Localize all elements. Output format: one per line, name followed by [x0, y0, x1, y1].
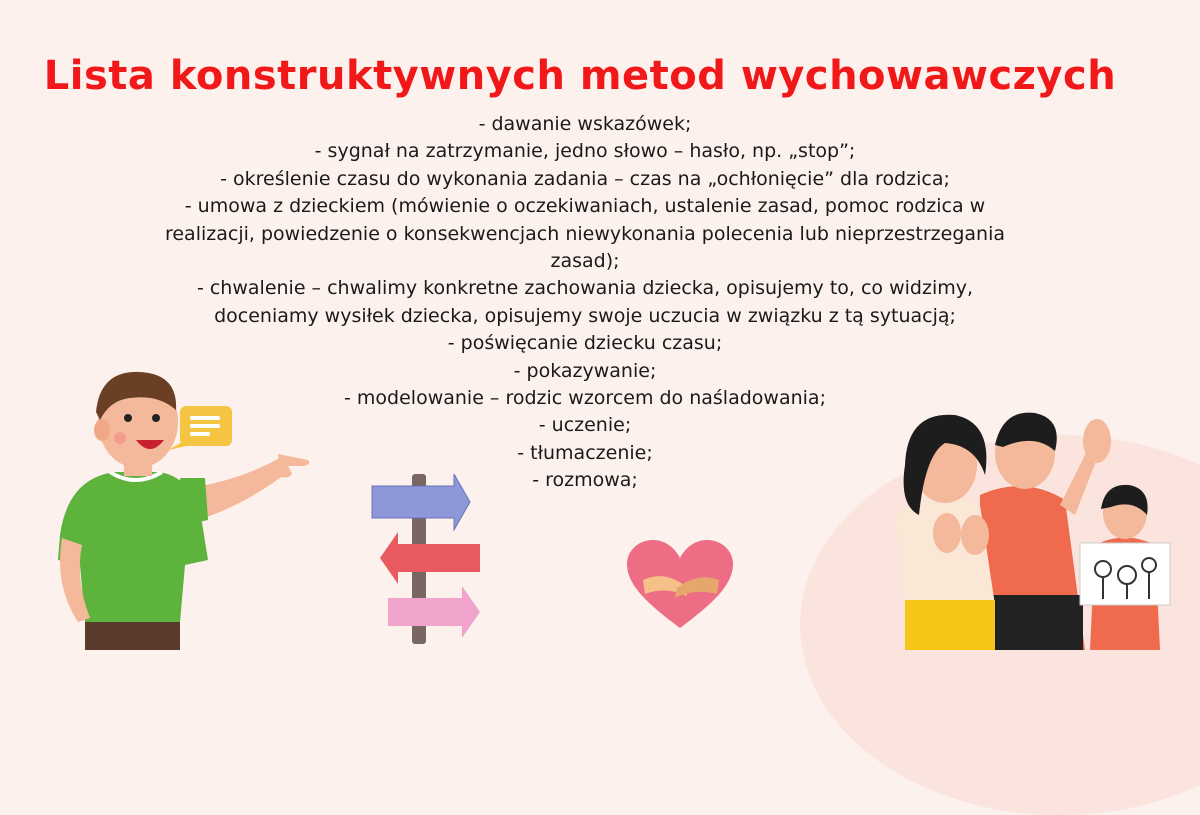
list-item: - uczenie; — [538, 414, 632, 437]
heart-hug-illustration — [625, 540, 735, 630]
list-item: - rozmowa; — [532, 469, 638, 492]
family-illustration — [885, 405, 1185, 650]
list-item: - sygnał na zatrzymanie, jedno słowo – hasło, np. „stop”; — [314, 140, 856, 163]
list-item: - umowa z dzieckiem (mówienie o oczekiwaniach, ustalenie zasad, pomoc rodzica w realizacji, powiedzenie o konsekwencjach niewykonania polecenia lub nieprzestrzegania zasad); — [164, 195, 1006, 273]
list-item: - modelowanie – rodzic wzorcem do naśladowania; — [344, 387, 826, 410]
signpost-illustration — [362, 474, 492, 644]
list-item: - pokazywanie; — [513, 359, 657, 382]
list-item: - poświęcanie dziecku czasu; — [447, 332, 723, 355]
slide-title: Lista konstruktywnych metod wychowawczych — [43, 52, 1117, 99]
pointing-man-illustration — [40, 360, 320, 650]
list-item: - chwalenie – chwalimy konkretne zachowania dziecka, opisujemy to, co widzimy, doceniamy wysiłek dziecka, opisujemy swoje uczucia w związku z tą sytuacją; — [196, 277, 974, 327]
list-item: - dawanie wskazówek; — [478, 113, 692, 135]
list-item: - tłumaczenie; — [517, 441, 653, 464]
list-item: - określenie czasu do wykonania zadania – czas na „ochłonięcie” dla rodzica; — [220, 167, 950, 190]
